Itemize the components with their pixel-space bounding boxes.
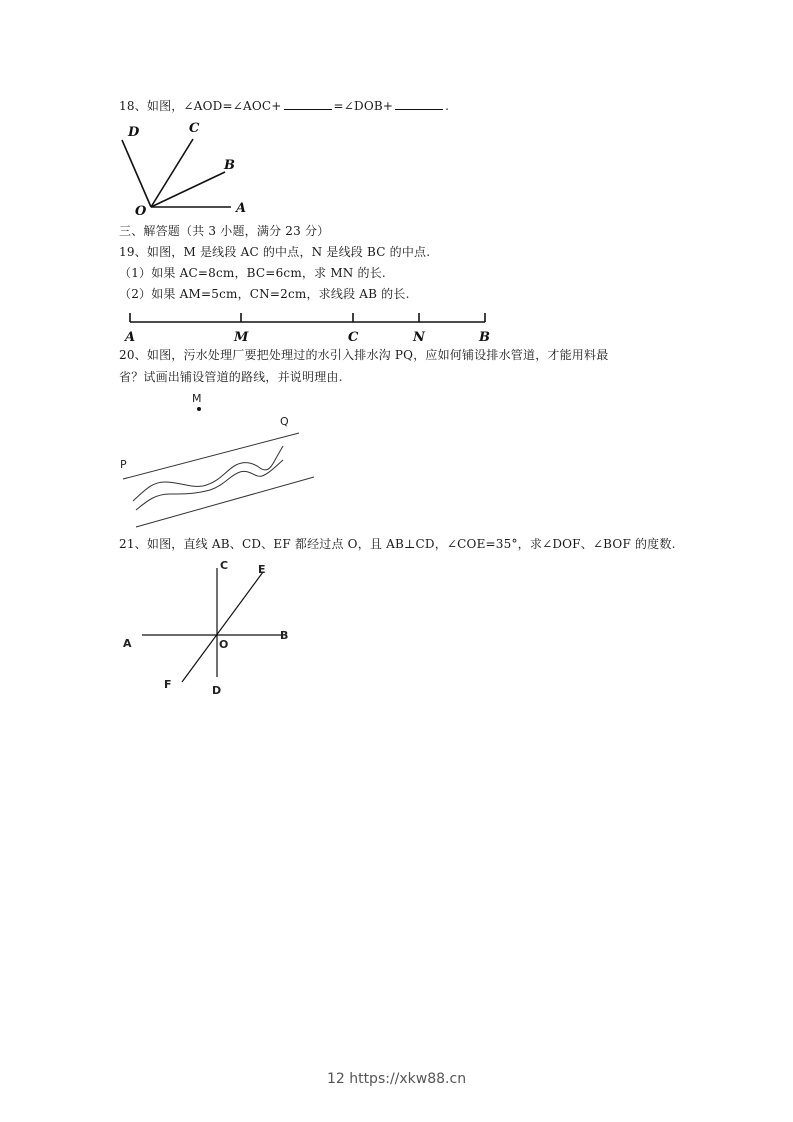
label-B: B [280,629,289,642]
label-A: A [236,201,247,216]
q18-suffix: . [445,99,450,113]
ray-OD [122,140,151,207]
ditch-upper-bank [123,433,299,479]
label-Q: Q [280,415,289,428]
label-O: O [135,204,147,219]
stream-lower-edge [136,460,283,510]
label-A: A [123,637,132,650]
question-19-stem: 19、如图，M 是线段 AC 的中点，N 是线段 BC 的中点. [119,245,431,259]
stream-upper-edge [133,446,283,501]
q18-middle: =∠DOB+ [333,99,394,113]
label-D: D [128,125,140,140]
label-F: F [164,678,172,691]
question-20-line-2: 省？试画出铺设管道的路线，并说明理由. [119,370,343,384]
question-21-stem: 21、如图，直线 AB、CD、EF 都经过点 O，且 AB⊥CD，∠COE=35°，求∠DOF、∠BOF 的度数. [119,537,676,551]
q18-prefix: 18、如图，∠AOD=∠AOC+ [119,99,282,113]
question-19-part-2: （2）如果 AM=5cm，CN=2cm，求线段 AB 的长. [119,287,410,301]
point-M-dot [197,407,201,411]
label-C: C [348,330,359,345]
label-N: N [413,330,425,345]
question-19-part-1: （1）如果 AC=8cm，BC=6cm，求 MN 的长. [119,266,386,280]
label-B: B [479,330,490,345]
label-A: A [125,330,136,345]
label-C: C [220,559,229,572]
label-M: M [234,330,249,345]
figure-18-angles [122,139,231,207]
figure-19-segment [130,313,485,322]
figure-21-lines [142,568,281,682]
line-EF [182,572,263,682]
label-M: M [192,392,202,405]
label-P: P [120,458,127,471]
figure-20-ditch [123,433,314,527]
label-E: E [258,563,266,576]
page-footer: 12 https://xkw88.cn [326,1071,467,1087]
label-D: D [212,684,222,697]
question-20-line-1: 20、如图，污水处理厂要把处理过的水引入排水沟 PQ，应如何铺设排水管道，才能用料最 [119,348,609,362]
ditch-lower-bank [136,477,314,527]
label-C: C [189,121,200,136]
label-O: O [219,638,229,651]
label-B: B [224,158,235,173]
section-3-heading: 三、解答题（共 3 小题，满分 23 分） [119,224,330,238]
